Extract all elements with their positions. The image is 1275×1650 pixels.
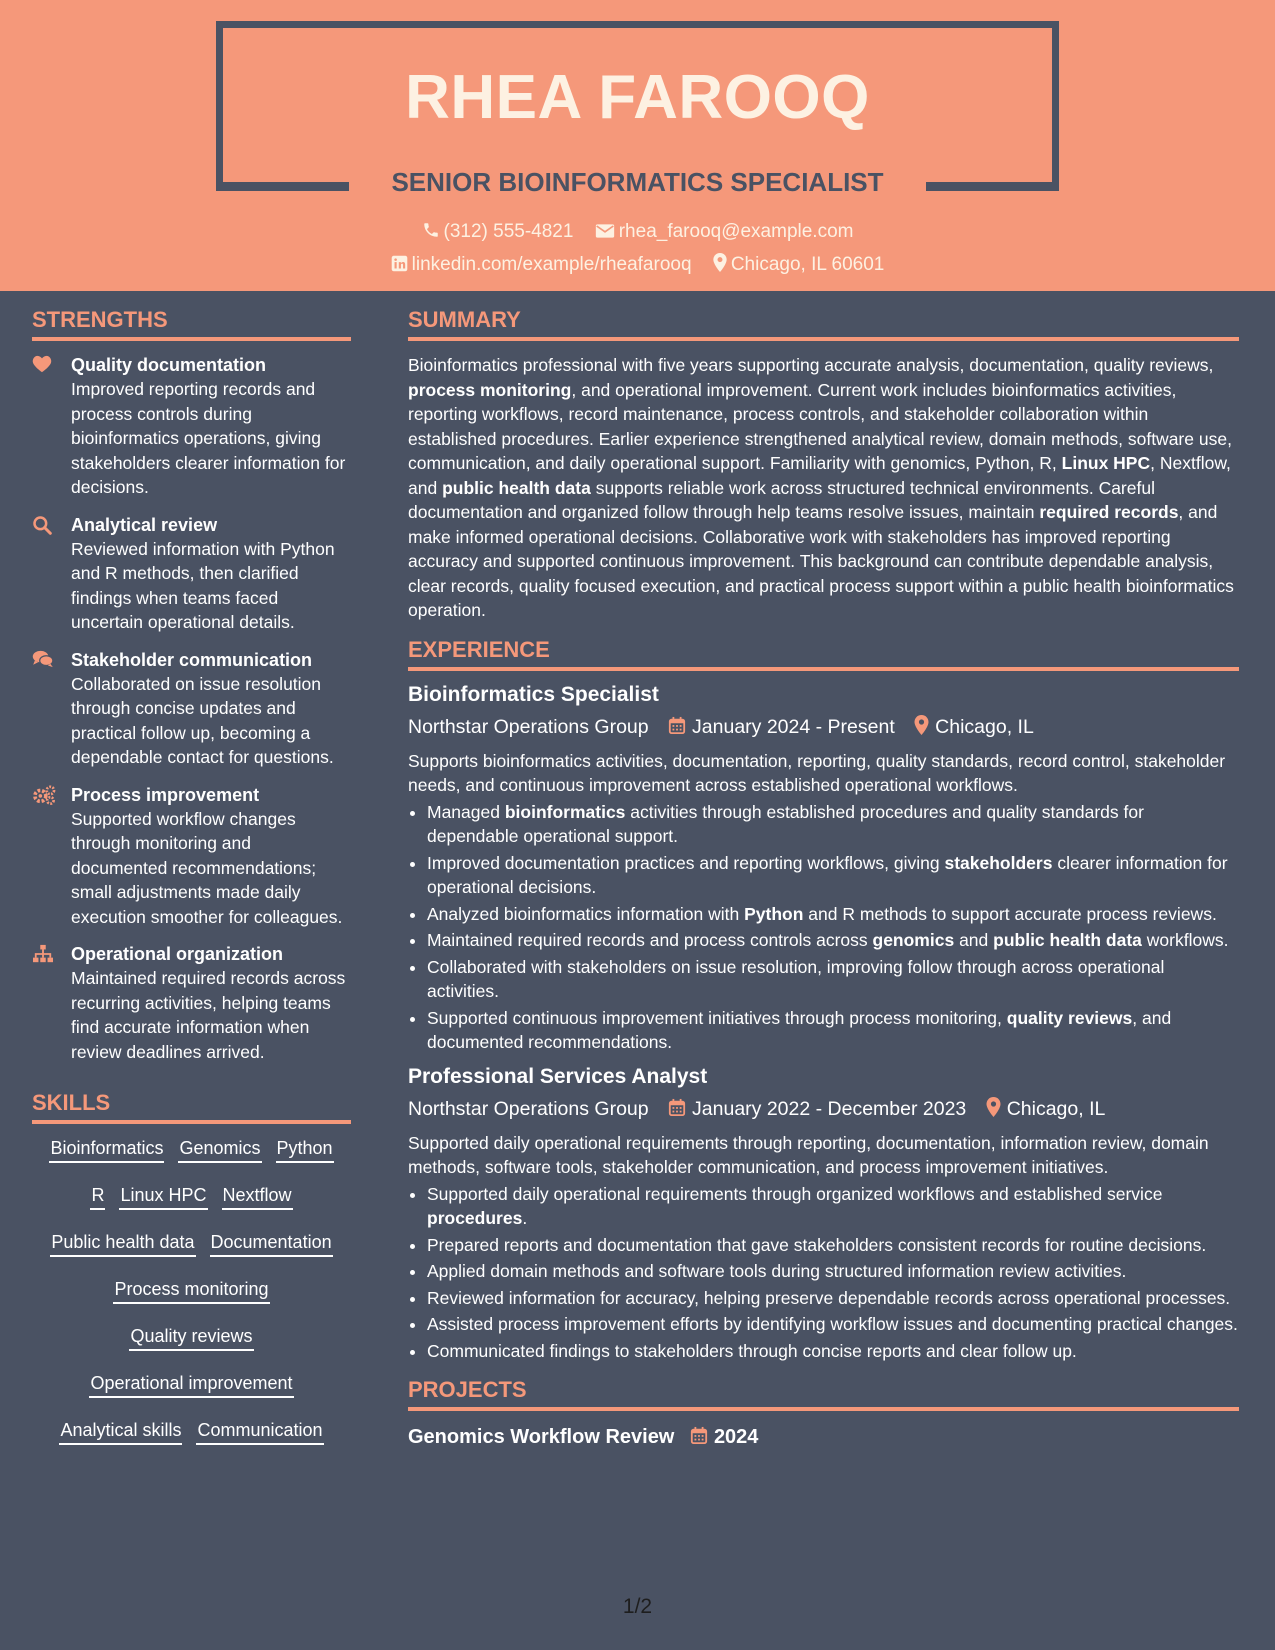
strength-desc: Collaborated on issue resolution through concise updates and practical follow up, becoming a dependable contact for questions. (71, 673, 334, 767)
map-marker-icon (914, 715, 929, 743)
skill-tag: Quality reviews (129, 1324, 253, 1351)
search-icon (32, 515, 54, 535)
phone-contact[interactable] (422, 221, 574, 245)
calendar-icon (668, 715, 686, 743)
strength-item (32, 783, 351, 930)
skill-tag: Bioinformatics (49, 1136, 164, 1163)
strength-item (32, 513, 351, 635)
contact-row-2 (0, 253, 1275, 278)
job-title-heading: SENIOR BIOINFORMATICS SPECIALIST (391, 167, 884, 197)
strength-title: Analytical review (71, 514, 218, 535)
bullet-item: • Maintained required records and process controls across genomics and public health data workflows. (427, 928, 1239, 953)
strength-item (32, 942, 351, 1064)
envelope-icon (595, 223, 615, 245)
skill-tag: Analytical skills (59, 1418, 182, 1445)
skill-tag: Linux HPC (119, 1183, 207, 1210)
job-bullets (408, 800, 1239, 1055)
job-role: Professional Services Analyst (408, 1064, 708, 1088)
job-dates: January 2024 - Present (692, 715, 895, 738)
header-banner (0, 0, 1275, 291)
heart-icon (32, 355, 54, 375)
strength-title: Process improvement (71, 784, 260, 805)
job-entry (408, 1063, 1239, 1364)
bullet-item: • Managed bioinformatics activities through established procedures and quality standards for dependable operational support. (427, 800, 1239, 849)
strength-item (32, 353, 351, 500)
job-description: Supports bioinformatics activities, documentation, reporting, quality standards, record control, stakeholder needs, and continuous improvement across established operational workflows. (408, 750, 1226, 795)
bullet-item: • Communicated findings to stakeholders through concise reports and clear follow up. (427, 1339, 1239, 1364)
phone-icon (422, 221, 440, 245)
strength-title: Operational organization (71, 944, 284, 964)
bullet-item: • Supported daily operational requirements through organized workflows and established service procedures. (427, 1182, 1239, 1231)
summary-heading: SUMMARY (408, 307, 1239, 341)
strength-desc: Reviewed information with Python and R methods, then clarified findings when teams faced uncertain operational details. (71, 538, 335, 632)
map-marker-icon (986, 1097, 1001, 1125)
skill-tag: Python (276, 1136, 334, 1163)
page-number: 1/2 (622, 1595, 653, 1618)
skill-tag: Genomics (178, 1136, 261, 1163)
projects-heading: PROJECTS (408, 1377, 1239, 1411)
skills-list (32, 1136, 351, 1445)
right-column (408, 307, 1239, 1453)
skill-tag: Communication (196, 1418, 323, 1445)
project-entry (408, 1423, 1239, 1453)
bullet-item: • Collaborated with stakeholders on issue resolution, improving follow through across operational activities. (427, 955, 1239, 1004)
strength-desc: Improved reporting records and process controls during bioinformatics operations, giving stakeholders clearer information for decisions. (71, 379, 346, 497)
bullet-item: • Prepared reports and documentation that gave stakeholders consistent records for routine decisions. (427, 1233, 1239, 1258)
left-column (32, 307, 351, 1465)
job-description: Supported daily operational requirements through reporting, documentation, information review, domain methods, software tools, stakeholder communication, and process improvement initiatives. (408, 1132, 1209, 1177)
skill-tag: R (90, 1183, 105, 1210)
strength-title: Quality documentation (71, 355, 267, 375)
strength-title: Stakeholder communication (71, 649, 313, 670)
comments-icon (32, 650, 54, 670)
sitemap-icon (32, 944, 54, 964)
skills-heading: SKILLS (32, 1090, 351, 1124)
job-dates: January 2022 - December 2023 (692, 1097, 967, 1120)
skill-tag: Process monitoring (113, 1277, 269, 1304)
linkedin-contact[interactable] (391, 254, 692, 278)
calendar-icon (690, 1425, 708, 1453)
linkedin-icon (391, 255, 408, 278)
project-year: 2024 (713, 1426, 759, 1448)
bullet-item: • Applied domain methods and software tools during structured information review activities. (427, 1259, 1239, 1284)
strengths-heading: STRENGTHS (32, 307, 351, 341)
gears-icon (32, 785, 54, 805)
bullet-item: • Improved documentation practices and reporting workflows, giving stakeholders clearer information for operational decisions. (427, 851, 1239, 900)
job-meta (408, 1095, 1239, 1125)
email-contact[interactable] (595, 221, 854, 245)
job-entry (408, 681, 1239, 1055)
summary-text: Bioinformatics professional with five years supporting accurate analysis, documentation, quality reviews, process monitoring, and operational improvement. Current work includes bioinformatics activities, reporting workflows, record maintenance, process controls, and stakeholder collaboration within established procedures. Earlier experience strengthened analytical review, domain methods, software use, communication, and daily operational support. Familiarity with genomics, Python, R, Linux HPC, Nextflow, and public health data supports reliable work across structured technical environments. Careful documentation and organized follow through help teams resolve issues, maintain required records, and make informed operational decisions. Collaborative work with stakeholders has improved reporting accuracy and supported continuous improvement. This background can contribute dependable analysis, clear records, quality focused execution, and practical process support within a public health bioinformatics operation. (408, 355, 1234, 620)
job-role: Bioinformatics Specialist (408, 682, 659, 706)
job-bullets (408, 1182, 1239, 1364)
job-meta (408, 713, 1239, 743)
linkedin-text: linkedin.com/example/rheafarooq (411, 254, 692, 275)
map-marker-icon (713, 253, 727, 278)
skill-tag: Documentation (210, 1230, 333, 1257)
strength-desc: Maintained required records across recurring activities, helping teams find accurate information when review deadlines arrived. (71, 968, 346, 1062)
skill-tag: Public health data (50, 1230, 195, 1257)
skill-tag: Nextflow (222, 1183, 293, 1210)
phone-text: (312) 555-4821 (443, 221, 574, 242)
project-title: Genomics Workflow Review (408, 1426, 675, 1448)
job-location: Chicago, IL (935, 715, 1034, 738)
email-text: rhea_farooq@example.com (618, 221, 854, 242)
job-company: Northstar Operations Group (408, 715, 649, 738)
skill-tag: Operational improvement (89, 1371, 293, 1398)
location-contact (713, 253, 885, 278)
contact-row-1 (0, 221, 1275, 245)
strength-desc: Supported workflow changes through monitoring and documented recommendations; small adjustments made daily execution smoother for colleagues. (71, 808, 343, 927)
bullet-item: • Supported continuous improvement initiatives through process monitoring, quality reviews, and documented recommendations. (427, 1006, 1239, 1055)
location-text: Chicago, IL 60601 (730, 254, 885, 275)
job-company: Northstar Operations Group (408, 1097, 649, 1120)
candidate-name: RHEA FAROOQ (405, 63, 870, 132)
strength-item (32, 648, 351, 770)
bullet-item: • Analyzed bioinformatics information with Python and R methods to support accurate process reviews. (427, 902, 1239, 927)
job-location: Chicago, IL (1006, 1097, 1106, 1120)
experience-heading: EXPERIENCE (408, 637, 1239, 671)
calendar-icon (668, 1097, 686, 1125)
bullet-item: • Assisted process improvement efforts by identifying workflow issues and documenting practical changes. (427, 1312, 1239, 1337)
bullet-item: • Reviewed information for accuracy, helping preserve dependable records across operational processes. (427, 1286, 1239, 1311)
